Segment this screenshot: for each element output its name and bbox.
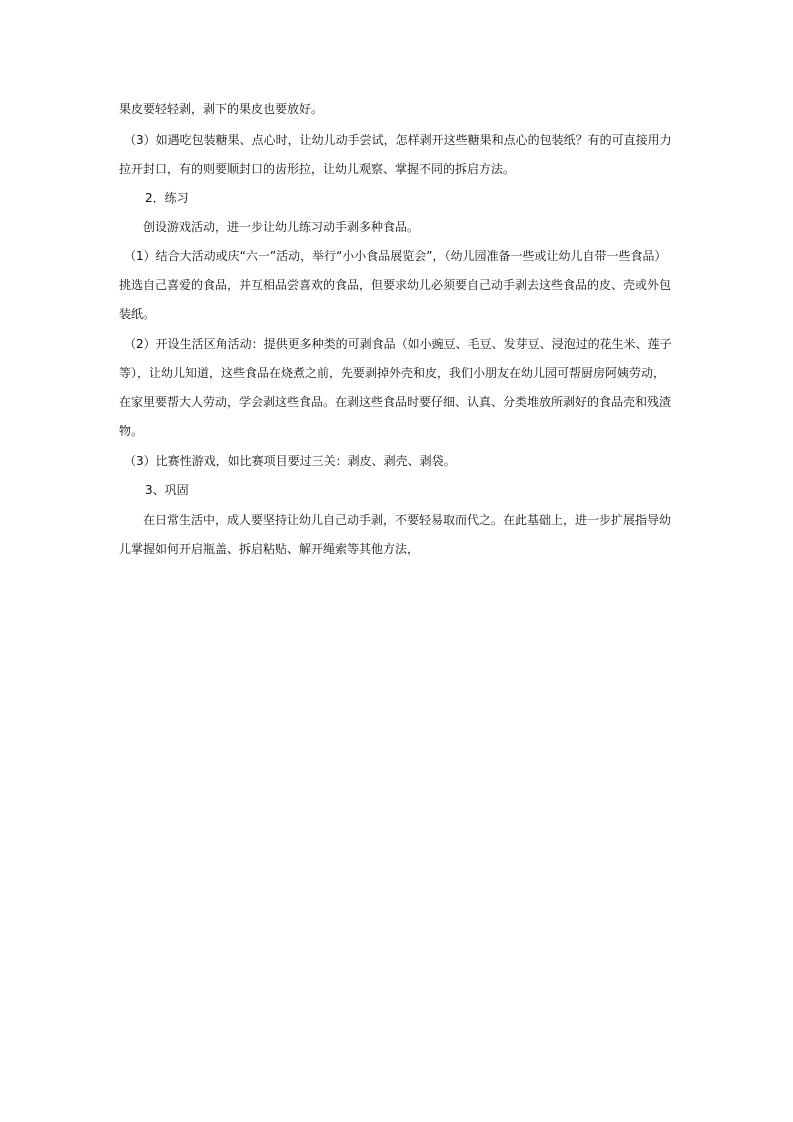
section-heading: 2．练习 [145,191,189,205]
text-line: 创设游戏活动，进一步让幼儿练习动手剥多种食品。 [143,220,420,234]
text-line: 果皮要轻轻剥，剥下的果皮也要放好。 [119,102,324,116]
text-line: 儿掌握如何开启瓶盖、拆启粘贴、解开绳索等其他方法， [119,542,420,556]
text-line: 在家里要帮大人劳动，学会剥这些食品。在剥这些食品时要仔细、认真、分类堆放所剥好的食品壳和残渣 [119,395,672,409]
text-line: 拉开封口，有的则要顺封口的齿形拉，让幼儿观察、掌握不同的拆启方法。 [119,162,516,176]
text-line: （3）如遇吃包装糖果、点心时，让幼儿动手尝试，怎样剥开这些糖果和点心的包装纸？有的可直接用力 [124,133,672,147]
text-line: （2）开设生活区角活动：提供更多种类的可剥食品（如小豌豆、毛豆、发芽豆、浸泡过的花生米、莲子 [124,337,672,351]
section-heading: 3、巩固 [145,483,189,497]
text-line: 挑选自己喜爱的食品，并互相品尝喜欢的食品，但要求幼儿必须要自己动手剥去这些食品的皮、壳或外包 [119,278,672,292]
text-line: 物。 [119,424,144,438]
text-line: 等），让幼儿知道，这些食品在烧煮之前，先要剥掉外壳和皮，我们小朋友在幼儿园可帮厨房阿姨劳动， [119,366,666,380]
text-line: （3）比赛性游戏，如比赛项目要过三关：剥皮、剥壳、剥袋。 [124,454,456,468]
text-line: 在日常生活中，成人要坚持让幼儿自己动手剥，不要轻易取而代之。在此基础上，进一步扩展指导幼 [143,513,672,527]
text-line: （1）结合大活动或庆“六一”活动，举行“小小食品展览会”，（幼儿园准备一些或让幼儿自带一些食品） [124,249,667,263]
text-line: 装纸。 [119,307,156,321]
